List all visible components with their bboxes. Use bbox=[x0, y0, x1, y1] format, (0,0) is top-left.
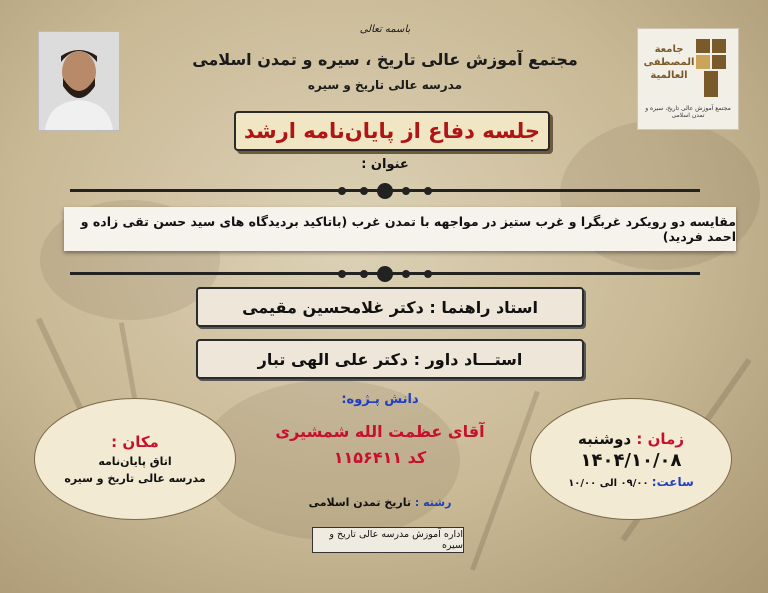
time-label: زمان : bbox=[636, 429, 684, 448]
institution-name: مجتمع آموزش عالی تاریخ ، سیره و تمدن اسلامی bbox=[192, 50, 578, 69]
student-name: آقای عظمت الله شمشیری bbox=[275, 422, 485, 441]
field-value: تاریخ تمدن اسلامی bbox=[308, 496, 412, 509]
referee-label: استـــاد داور : bbox=[413, 349, 523, 369]
leaf-decoration bbox=[470, 391, 540, 571]
time-date: ۱۴۰۴/۱۰/۰۸ bbox=[580, 449, 682, 471]
referee-box bbox=[196, 339, 584, 379]
school-name: مدرسه عالی تاریخ و سیره bbox=[307, 78, 463, 92]
place-school: مدرسه عالی تاریخ و سیره bbox=[64, 472, 206, 485]
advisor-label: استاد راهنما : bbox=[429, 297, 538, 317]
time-day: دوشنبه bbox=[578, 429, 632, 448]
logo-caption: مجتمع آموزش عالی تاریخ، سیره و تمدن اسلامی bbox=[645, 105, 731, 119]
footer-office: اداره آموزش مدرسه عالی تاریخ و سیره bbox=[312, 527, 464, 553]
student-code: کد ۱۱۵۶۴۱۱ bbox=[333, 448, 427, 467]
student-photo bbox=[38, 31, 120, 131]
topic-label: عنوان : bbox=[361, 157, 409, 172]
person-portrait-icon bbox=[39, 32, 119, 130]
referee-name: دکتر علی الهی تبار bbox=[257, 349, 409, 369]
time-oval bbox=[530, 398, 732, 520]
divider-ornament-top bbox=[70, 183, 700, 199]
place-oval bbox=[34, 398, 236, 520]
place-label: مکان : bbox=[111, 433, 159, 451]
bismillah-text: باسمه تعالی bbox=[359, 24, 411, 35]
logo-text-line3: العالمیة bbox=[650, 70, 688, 81]
place-room: اتاق پایان‌نامه bbox=[98, 455, 172, 468]
logo-text-line2: المصطفی bbox=[643, 57, 695, 68]
field-label: رشته : bbox=[414, 496, 452, 509]
institution-logo bbox=[637, 28, 739, 130]
time-hours: ۰۹/۰۰ الی ۱۰/۰۰ bbox=[568, 477, 649, 489]
student-label: دانش پـژوه: bbox=[341, 392, 419, 407]
time-hours-label: ساعت: bbox=[651, 474, 694, 489]
divider-ornament-bottom bbox=[70, 266, 700, 282]
logo-text-line1: جامعة bbox=[654, 44, 684, 55]
advisor-box bbox=[196, 287, 584, 327]
advisor-name: دکتر غلامحسین مقیمی bbox=[242, 297, 424, 317]
defense-title: جلسه دفاع از پایان‌نامه ارشد bbox=[234, 111, 550, 151]
thesis-topic: مقایسه دو رویکرد غربگرا و غرب ستیز در مواجهه با تمدن غرب (باتاکید بردیدگاه های سید حسن تقی زاده و احمد فردید) bbox=[64, 207, 736, 251]
